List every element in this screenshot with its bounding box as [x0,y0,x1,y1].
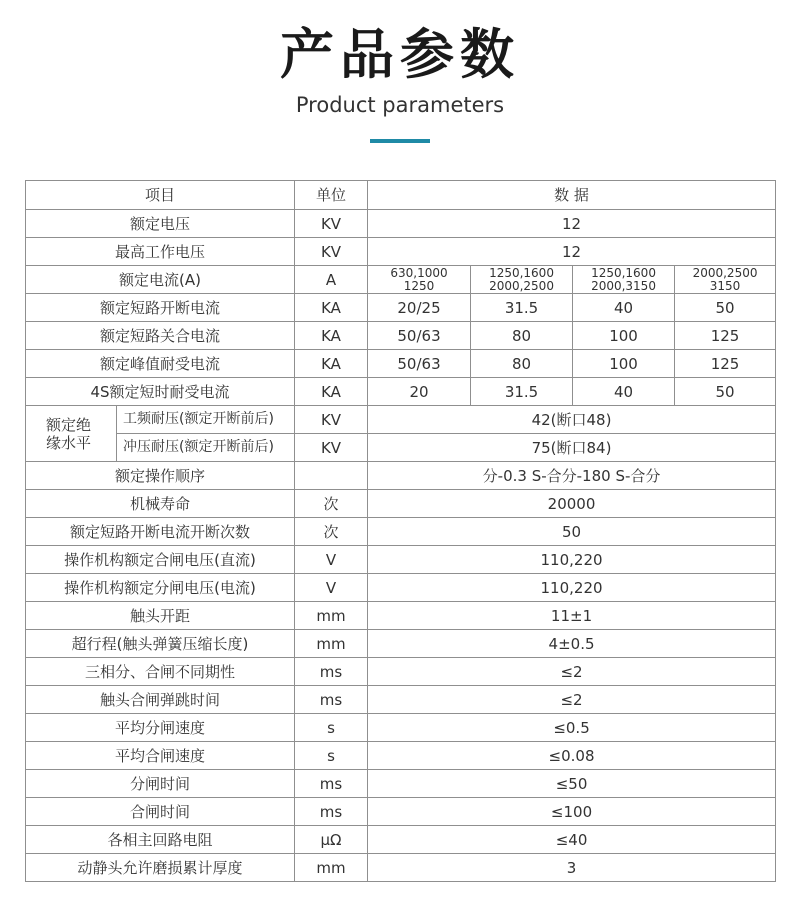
row-value: 110,220 [368,546,776,574]
table-row [26,322,776,350]
row-unit: KV [295,406,368,434]
row-item: 触头合闸弹跳时间 [26,686,295,714]
row-sub-item: 冲压耐压(额定开断前后) [117,434,295,462]
row-item: 操作机构额定合闸电压(直流) [26,546,295,574]
row-unit: ms [295,770,368,798]
row-item: 额定短路开断电流 [26,294,295,322]
row-value: 3 [368,854,776,882]
page-subtitle: Product parameters [295,93,505,117]
row-value-cell: 50/63 [368,322,471,350]
row-unit: ms [295,658,368,686]
value-line: 1250 [403,278,435,293]
row-unit: mm [295,602,368,630]
value-line: 2000,3150 [591,278,656,293]
row-unit: μΩ [295,826,368,854]
row-value-cell: 100 [573,350,675,378]
table-row [26,630,776,658]
row-item: 额定操作顺序 [26,462,295,490]
row-unit: s [295,742,368,770]
row-value: ≤100 [368,798,776,826]
row-unit: KA [295,294,368,322]
row-unit: mm [295,854,368,882]
row-value: ≤40 [368,826,776,854]
row-unit: KA [295,378,368,406]
row-unit: ms [295,686,368,714]
row-value: 110,220 [368,574,776,602]
row-unit: V [295,546,368,574]
table-row [26,574,776,602]
table-row [26,518,776,546]
table-row [26,798,776,826]
row-value: ≤2 [368,686,776,714]
row-value-cell: 100 [573,322,675,350]
group-line: 缘水平 [46,433,92,452]
column-header-unit: 单位 [295,181,368,210]
row-unit: KV [295,238,368,266]
table-row [26,378,776,406]
table-row [26,854,776,882]
row-value: ≤2 [368,658,776,686]
row-unit: KV [295,434,368,462]
row-value: 分-0.3 S-合分-180 S-合分 [368,462,776,490]
row-unit: V [295,574,368,602]
row-value-cell: 50 [675,294,776,322]
table-row [26,210,776,238]
column-header-data: 数 据 [368,181,776,210]
row-item: 机械寿命 [26,490,295,518]
table-row [26,406,776,434]
page-title: 产品参数 [280,23,520,86]
table-row [26,658,776,686]
row-item: 额定电压 [26,210,295,238]
row-value: 11±1 [368,602,776,630]
row-item: 合闸时间 [26,798,295,826]
row-value-cell: 20 [368,378,471,406]
row-unit: KV [295,210,368,238]
row-unit: KA [295,322,368,350]
row-value-cell: 31.5 [471,378,573,406]
row-value-cell: 125 [675,322,776,350]
row-value: 50 [368,518,776,546]
column-header-item: 项目 [26,181,295,210]
row-value: 75(断口84) [368,434,776,462]
row-item: 操作机构额定分闸电压(电流) [26,574,295,602]
title-underline [370,139,430,143]
row-value-cell: 125 [675,350,776,378]
value-line: 3150 [709,278,741,293]
table-row [26,742,776,770]
value-line: 2000,2500 [489,278,554,293]
row-unit: 次 [295,518,368,546]
table-row [26,546,776,574]
table-row [26,770,776,798]
row-value-cell: 31.5 [471,294,573,322]
value-line: 630,1000 [390,265,448,280]
row-value: 12 [368,210,776,238]
value-line: 1250,1600 [591,265,656,280]
row-value-cell: 20/25 [368,294,471,322]
row-unit: 次 [295,490,368,518]
table-row [26,714,776,742]
row-value-cell: 80 [471,322,573,350]
value-line: 1250,1600 [489,265,554,280]
table-row [26,434,776,462]
row-item: 平均合闸速度 [26,742,295,770]
row-value-cell [573,266,675,294]
row-value: 4±0.5 [368,630,776,658]
row-sub-item: 工频耐压(额定开断前后) [117,406,295,434]
parameters-table [25,180,776,882]
row-item: 平均分闸速度 [26,714,295,742]
row-unit: s [295,714,368,742]
row-item: 最高工作电压 [26,238,295,266]
row-unit: mm [295,630,368,658]
row-item: 触头开距 [26,602,295,630]
group-line: 额定绝 [46,415,92,434]
row-item: 额定短路开断电流开断次数 [26,518,295,546]
row-unit [295,462,368,490]
row-unit: KA [295,350,368,378]
row-item: 分闸时间 [26,770,295,798]
row-value-cell: 40 [573,378,675,406]
row-value: ≤0.08 [368,742,776,770]
row-unit: A [295,266,368,294]
row-value: ≤50 [368,770,776,798]
row-value-cell: 40 [573,294,675,322]
row-value-cell [675,266,776,294]
table-header-row [26,181,776,210]
table-row [26,490,776,518]
table-row [26,686,776,714]
table-row [26,602,776,630]
row-item: 各相主回路电阻 [26,826,295,854]
value-line: 2000,2500 [692,265,758,280]
table-row [26,294,776,322]
table-row [26,238,776,266]
row-item: 超行程(触头弹簧压缩长度) [26,630,295,658]
row-unit: ms [295,798,368,826]
row-value: ≤0.5 [368,714,776,742]
table-row [26,462,776,490]
row-item: 额定短路关合电流 [26,322,295,350]
row-value: 42(断口48) [368,406,776,434]
table-row [26,350,776,378]
row-value-cell [368,266,471,294]
row-value-cell: 80 [471,350,573,378]
row-item: 4S额定短时耐受电流 [26,378,295,406]
row-value: 20000 [368,490,776,518]
row-value-cell: 50/63 [368,350,471,378]
row-item: 额定电流(A) [26,266,295,294]
row-value: 12 [368,238,776,266]
row-group-label [26,406,117,462]
table-row [26,826,776,854]
row-item: 三相分、合闸不同期性 [26,658,295,686]
row-item: 额定峰值耐受电流 [26,350,295,378]
row-value-cell: 50 [675,378,776,406]
row-value-cell [471,266,573,294]
row-item: 动静头允许磨损累计厚度 [26,854,295,882]
table-row [26,266,776,294]
